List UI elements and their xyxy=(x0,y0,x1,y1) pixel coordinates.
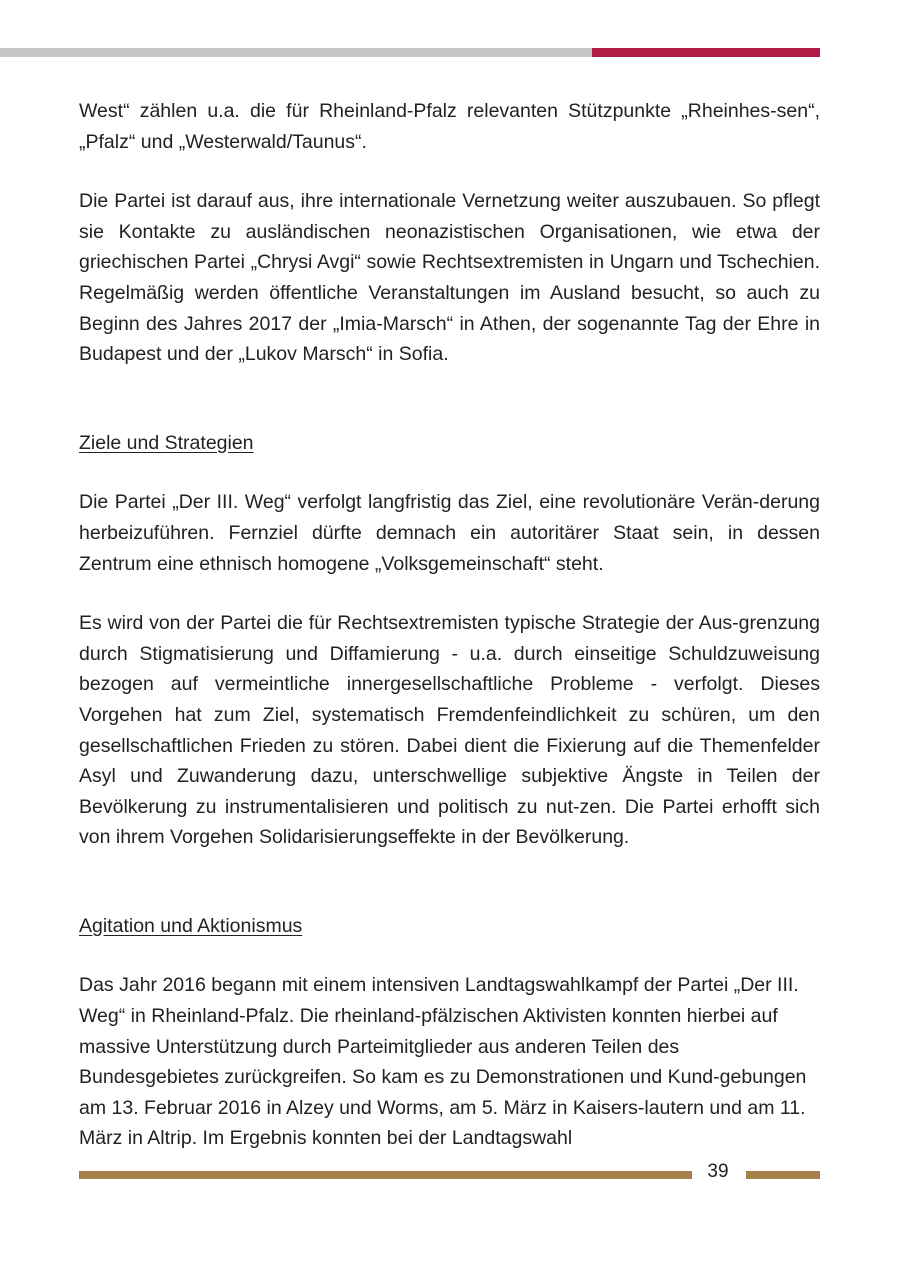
footer-bar-right xyxy=(746,1171,820,1179)
header-bar-accent xyxy=(592,48,820,57)
paragraph-agitation-1: Das Jahr 2016 begann mit einem intensiven Landtagswahlkampf der Partei „Der III. Weg“ in Rheinland-Pfalz. Die rheinland-pfälzischen Aktivisten konnten hierbei auf massive Unterstützung durch Parteimitglieder aus anderen Teilen des Bundesgebietes zurückgreifen. So kam es zu Demonstrationen und Kund-gebungen am 13. Februar 2016 in Alzey und Worms, am 5. März in Kaisers-lautern und am 11. März in Altrip. Im Ergebnis konnten bei der Landtagswahl xyxy=(79,974,807,1150)
footer-bar-left xyxy=(79,1171,692,1179)
paragraph-intro: West“ zählen u.a. die für Rheinland-Pfalz relevanten Stützpunkte „Rheinhes-sen“, „Pfalz“ und „Westerwald/Taunus“. xyxy=(79,100,820,153)
paragraph-vernetzung: Die Partei ist darauf aus, ihre internationale Vernetzung weiter auszubauen. So pflegt sie Kontakte zu ausländischen neonazistischen Organisationen, wie etwa der griechischen Partei „Chrysi Avgi“ sowie Rechtsextremisten in Ungarn und Tschechien. Regelmäßig werden öffentliche Veranstaltungen im Ausland besucht, so auch zu Beginn des Jahres 2017 der „Imia-Marsch“ in Athen, der sogenannte Tag der Ehre in Budapest und der „Lukov Marsch“ in Sofia. xyxy=(79,190,820,366)
page-number: 39 xyxy=(707,1161,729,1182)
header-bar-gray xyxy=(0,48,592,57)
paragraph-ziele-2: Es wird von der Partei die für Rechtsextremisten typische Strategie der Aus-grenzung durch Stigmatisierung und Diffamierung - u.a. durch einseitige Schuldzuweisung bezogen auf vermeintliche innergesellschaftliche Probleme - verfolgt. Dieses Vorgehen hat zum Ziel, systematisch Fremdenfeindlichkeit zu schüren, um den gesellschaftlichen Frieden zu stören. Dabei dient die Fixierung auf die Themenfelder Asyl und Zuwanderung dazu, unterschwellige subjektive Ängste in Teilen der Bevölkerung zu instrumentalisieren und politisch zu nut-zen. Die Partei erhofft sich von ihrem Vorgehen Solidarisierungseffekte in der Bevölkerung. xyxy=(79,612,820,849)
heading-ziele: Ziele und Strategien xyxy=(79,431,254,454)
paragraph-ziele-1: Die Partei „Der III. Weg“ verfolgt langfristig das Ziel, eine revolutionäre Verän-derung herbeizuführen. Fernziel dürfte demnach ein autoritärer Staat sein, in dessen Zentrum eine ethnisch homogene „Volksgemeinschaft“ steht. xyxy=(79,491,820,575)
page-content xyxy=(79,96,820,1154)
heading-agitation: Agitation und Aktionismus xyxy=(79,914,303,937)
